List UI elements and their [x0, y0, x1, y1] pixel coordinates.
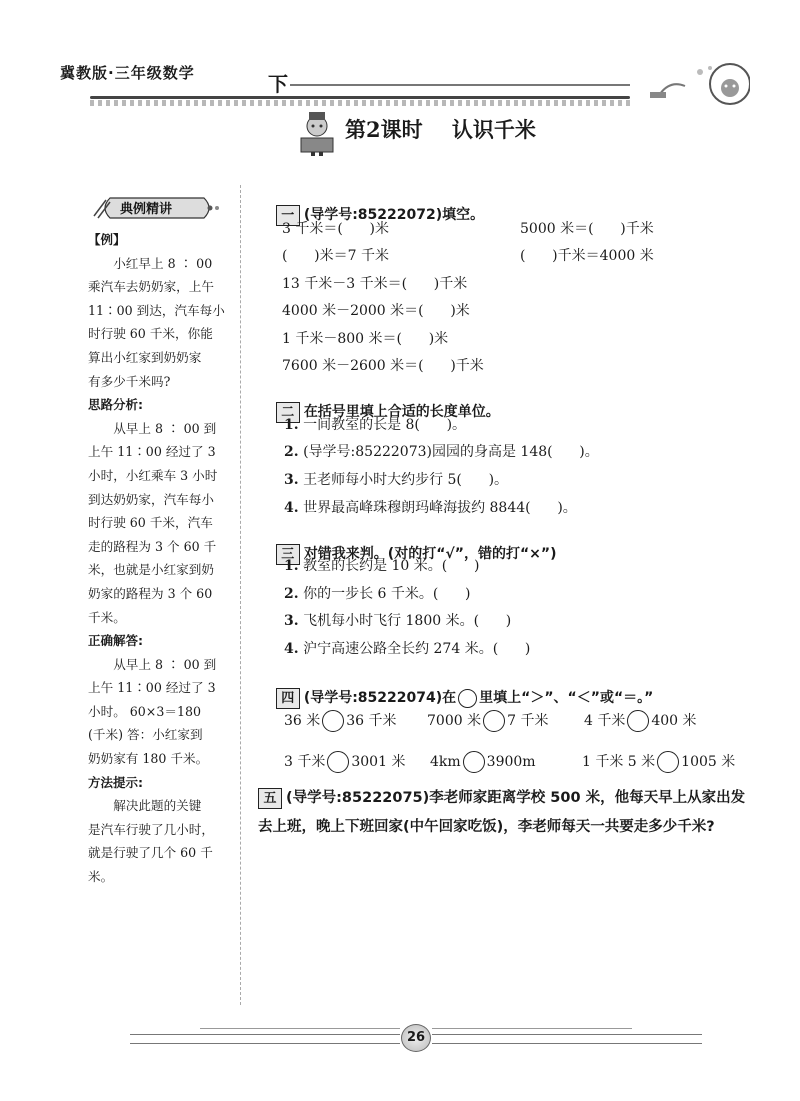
tip-line: 米。	[88, 869, 114, 885]
analysis-line: 小时，小红乘车 3 小时	[88, 467, 218, 483]
header-rule	[90, 96, 630, 99]
question-number: 二	[276, 402, 300, 423]
analysis-line: 时行驶 60 千米，汽车	[88, 515, 213, 531]
lesson-title: 第2课时 认识千米	[345, 117, 536, 142]
compare-item[interactable]: 3 千米 3001 米	[284, 751, 405, 773]
compare-circle[interactable]	[657, 751, 679, 773]
judge-item[interactable]: 1. 教室的长约是 10 米。( )	[284, 558, 480, 574]
fill-item[interactable]: ( )千米＝4000 米	[520, 248, 654, 264]
example-line: 小红早上 8 ∶ 00	[113, 255, 213, 271]
section-badge	[92, 194, 222, 222]
volume-mark: 下	[268, 72, 288, 96]
badge-label: 典例精讲	[120, 202, 173, 217]
tip-line: 解决此题的关键	[113, 798, 202, 814]
judge-item[interactable]: 2. 你的一步长 6 千米。( )	[284, 586, 471, 602]
header-dots	[90, 100, 630, 106]
question-title: 在括号里填上合适的长度单位。	[303, 404, 500, 420]
analysis-line: 走的路程为 3 个 60 千	[88, 538, 217, 554]
header-rule-top	[290, 84, 630, 86]
compare-item[interactable]: 7000 米 7 千米	[427, 710, 548, 732]
question-number: 三	[276, 544, 300, 565]
fill-item[interactable]: 13 千米－3 千米＝( )千米	[282, 276, 468, 292]
footer-rule	[432, 1028, 632, 1029]
analysis-line: 奶家的路程为 3 个 60	[88, 585, 213, 601]
compare-circle[interactable]	[322, 710, 344, 732]
example-line: 有多少千米吗?	[88, 373, 171, 389]
question-5	[258, 784, 748, 842]
compare-item[interactable]: 36 米 36 千米	[284, 710, 397, 732]
question-title: 对错我来判。(对的打“√”，错的打“×”)	[303, 546, 557, 562]
tip-line: 是汽车行驶了几小时，	[88, 821, 214, 837]
judge-item[interactable]: 4. 沪宁高速公路全长约 274 米。( )	[284, 641, 531, 657]
compare-item[interactable]: 4 千米 400 米	[584, 710, 697, 732]
example-line: 11∶00 到达，汽车每小	[88, 302, 225, 318]
question-number: 一	[276, 205, 300, 226]
fill-item[interactable]: 5000 米＝( )千米	[520, 221, 654, 237]
example-line: 时行驶 60 千米，你能	[88, 326, 213, 342]
answer-line: 小时。 60×3＝180	[88, 703, 202, 719]
fill-item[interactable]: 4000 米－2000 米＝( )米	[282, 303, 470, 319]
question-4-header: 四 (导学号:85222074)在 里填上“＞”、“＜”或“＝。”	[258, 671, 653, 725]
unit-item[interactable]: 3. 王老师每小时大约步行 5( )。	[284, 472, 509, 488]
question-text: (导学号:85222075)李老师家距离学校 500 米，他每天早上从家出发去上班，晚上下班回家(中午回家吃饭)，李老师每天一共要走多少千米?	[258, 790, 746, 835]
compare-circle[interactable]	[463, 751, 485, 773]
unit-item[interactable]: 1. 一间教室的长是 8( )。	[284, 417, 467, 433]
answer-label: 正确解答:	[88, 633, 143, 649]
question-number: 四	[276, 688, 300, 709]
analysis-label: 思路分析:	[88, 397, 143, 413]
answer-line: 上午 11∶00 经过了 3	[88, 680, 216, 696]
tip-line: 就是行驶了几个 60 千	[88, 845, 213, 861]
page-number: 26	[401, 1024, 431, 1052]
question-title: (导学号:85222072)填空。	[303, 207, 485, 223]
tip-label: 方法提示:	[88, 774, 143, 790]
analysis-line: 上午 11∶00 经过了 3	[88, 444, 216, 460]
compare-circle[interactable]	[483, 710, 505, 732]
fill-item[interactable]: 7600 米－2600 米＝( )千米	[282, 358, 484, 374]
teacher-icon	[297, 110, 337, 156]
compare-item[interactable]: 1 千米 5 米 1005 米	[582, 751, 735, 773]
cartoon-decoration-icon	[640, 58, 750, 110]
circle-icon	[458, 689, 477, 708]
compare-item[interactable]: 4km 3900m	[430, 751, 536, 773]
answer-line: 奶奶家有 180 千米。	[88, 751, 209, 767]
compare-circle[interactable]	[327, 751, 349, 773]
unit-item[interactable]: 4. 世界最高峰珠穆朗玛峰海拔约 8844( )。	[284, 500, 577, 516]
example-panel	[88, 228, 236, 889]
example-line: 乘汽车去奶奶家，上午	[88, 279, 214, 295]
analysis-line: 到达奶奶家，汽车每小	[88, 491, 214, 507]
fill-item[interactable]: 1 千米－800 米＝( )米	[282, 331, 449, 347]
fill-item[interactable]: ( )米＝7 千米	[282, 248, 389, 264]
footer-rule	[200, 1028, 400, 1029]
answer-line: (千米) 答：小红家到	[88, 727, 203, 743]
fill-item[interactable]: 3 千米＝( )米	[282, 221, 389, 237]
answer-line: 从早上 8 ∶ 00 到	[113, 656, 217, 672]
footer-rule	[130, 1034, 400, 1044]
example-label: 【例】	[88, 232, 126, 247]
unit-item[interactable]: 2. (导学号:85222073)园园的身高是 148( )。	[284, 444, 599, 460]
book-title: 冀教版·三年级数学	[60, 64, 195, 82]
analysis-line: 从早上 8 ∶ 00 到	[113, 420, 217, 436]
footer-rule	[432, 1034, 702, 1044]
analysis-line: 米，也就是小红家到奶	[88, 562, 214, 578]
judge-item[interactable]: 3. 飞机每小时飞行 1800 米。( )	[284, 613, 512, 629]
analysis-line: 千米。	[88, 609, 126, 625]
question-number: 五	[258, 788, 282, 809]
example-line: 算出小红家到奶奶家	[88, 349, 202, 365]
column-divider	[240, 185, 241, 1005]
compare-circle[interactable]	[627, 710, 649, 732]
